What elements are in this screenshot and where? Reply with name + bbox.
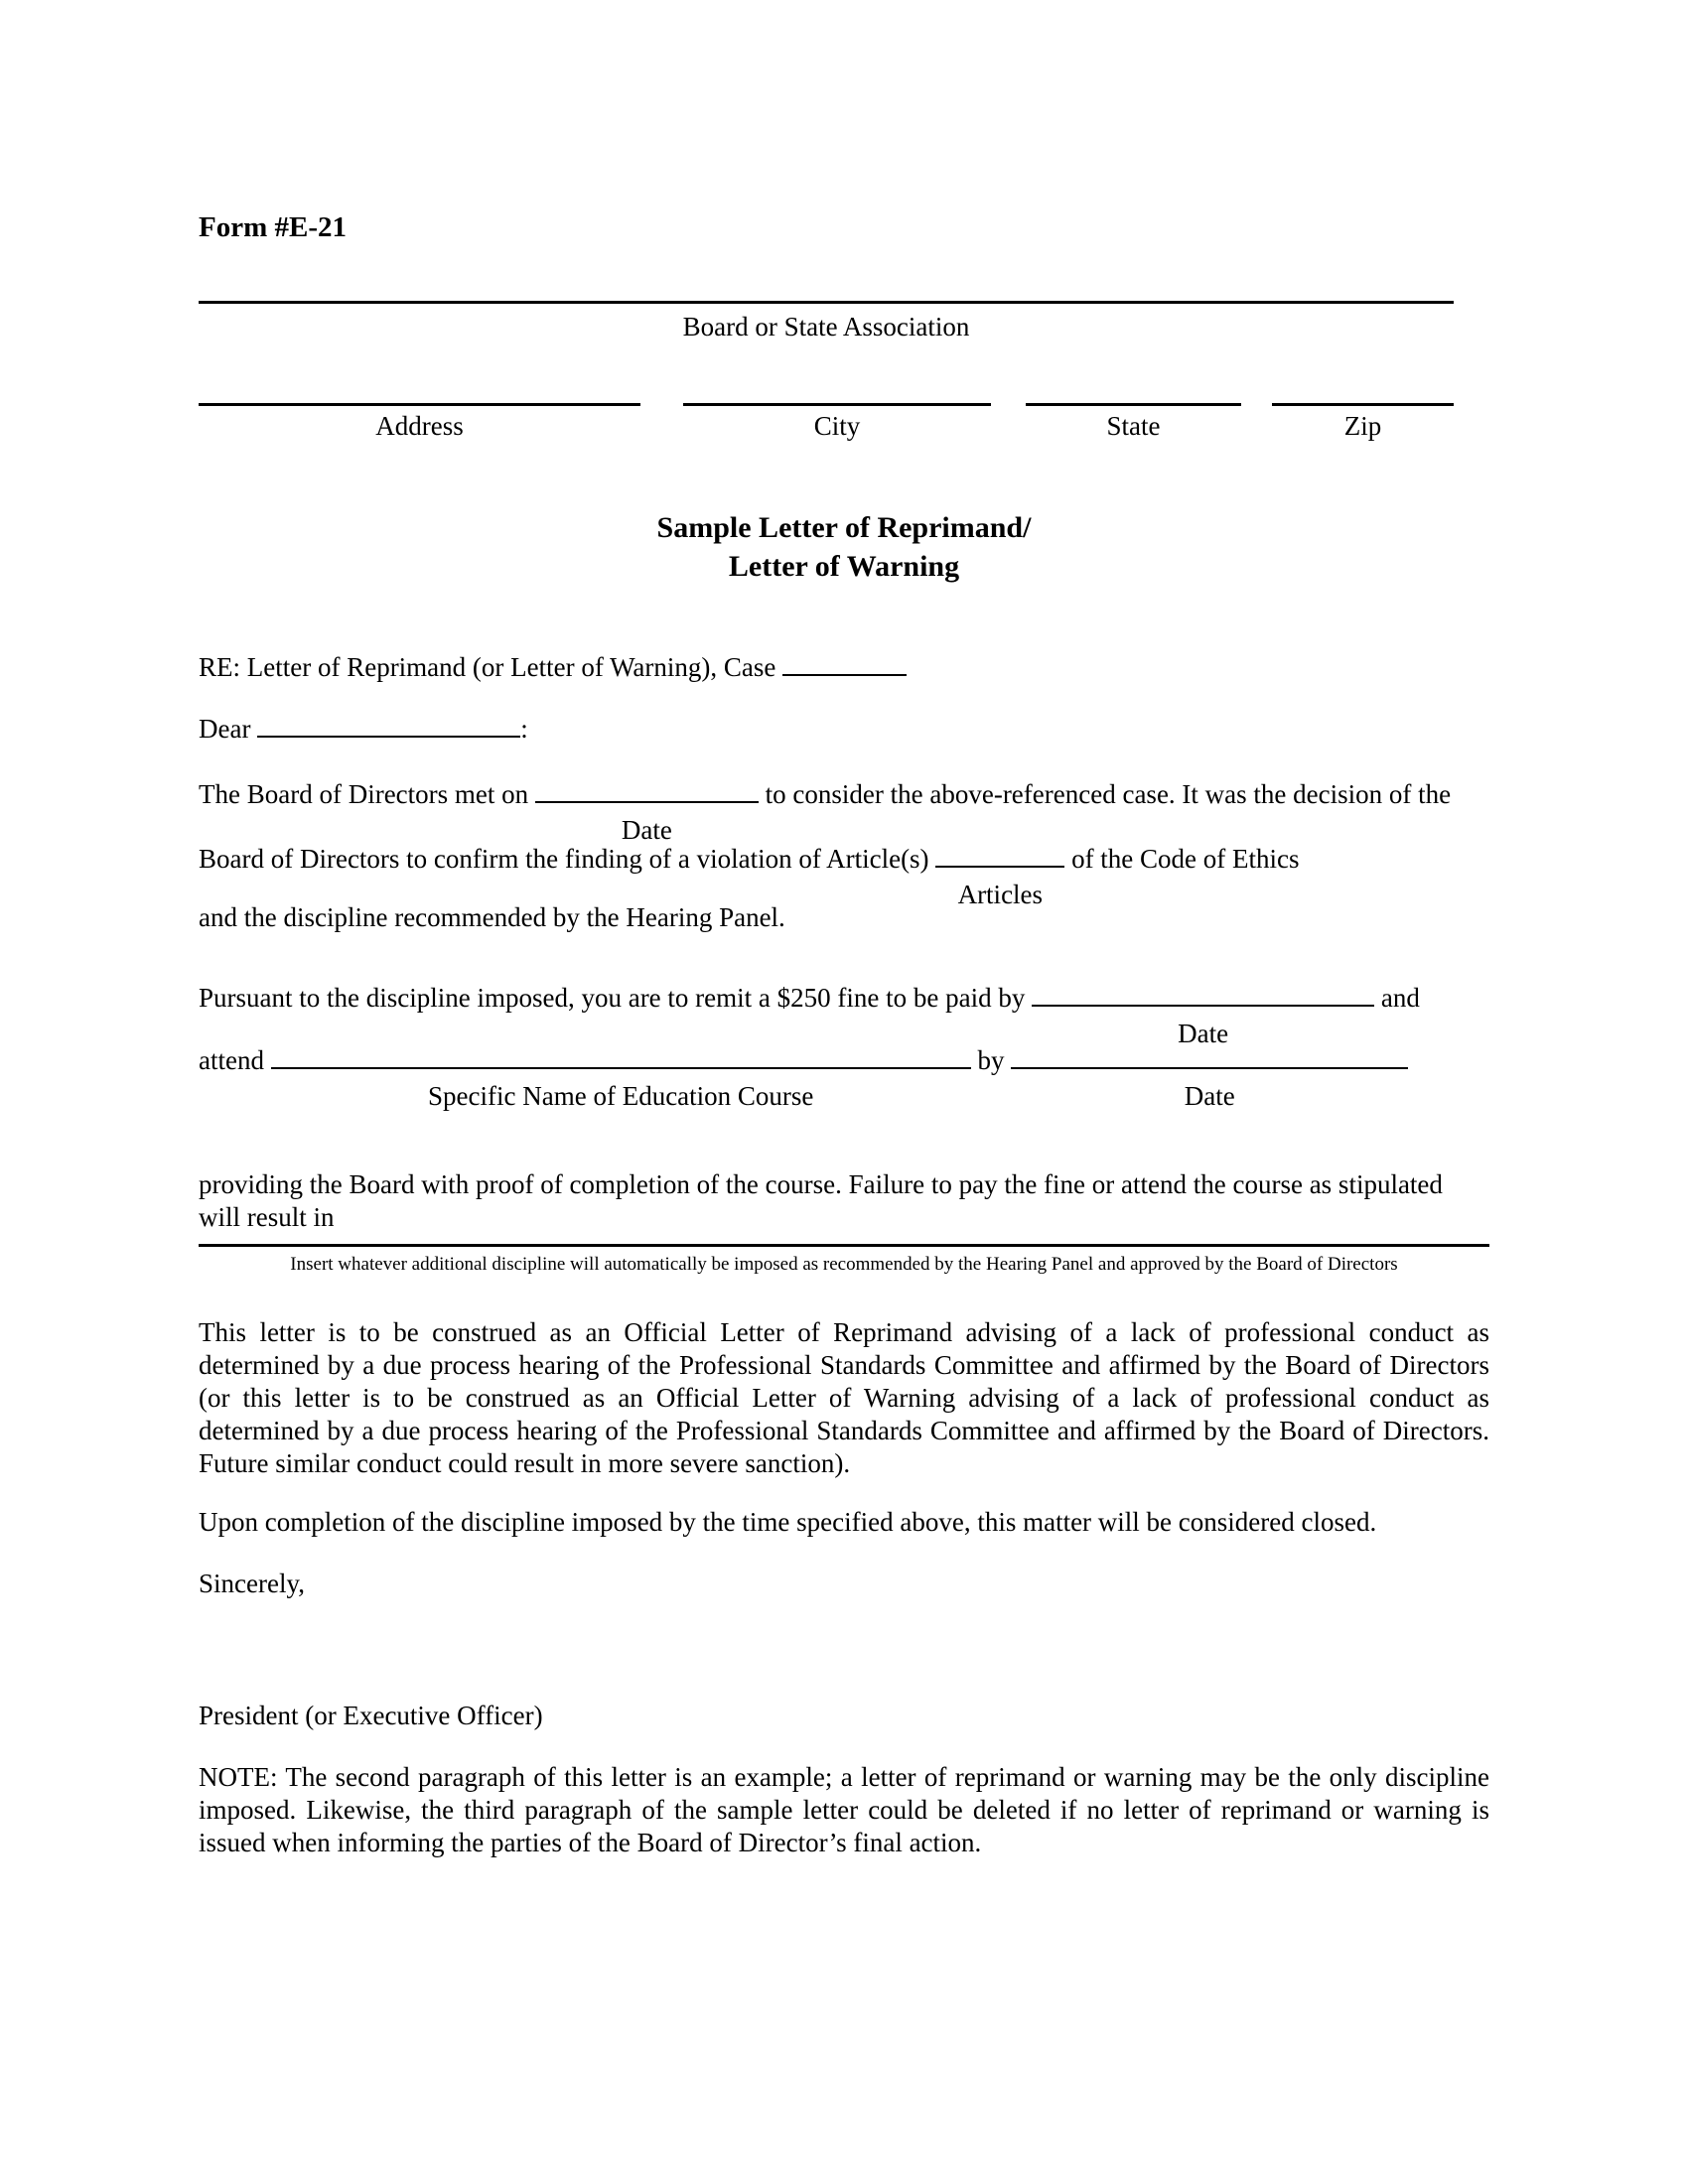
letterhead-address-row <box>199 377 1454 443</box>
city-blank[interactable] <box>683 377 991 406</box>
re-line <box>199 647 1489 684</box>
date-caption: Date <box>621 815 672 845</box>
letterhead-rule <box>199 301 1454 304</box>
remit-text: Pursuant to the discipline imposed, you are to remit a $250 fine to be paid by <box>199 983 1026 1013</box>
form-number: Form #E-21 <box>199 211 347 243</box>
footnote-text: Insert whatever additional discipline will automatically be imposed as recommended by the Hearing Panel and approved by the Board of Directors <box>290 1254 1398 1275</box>
title-line-1: Sample Letter of Reprimand/ <box>656 511 1032 544</box>
document-title <box>199 508 1489 586</box>
construed-paragraph: This letter is to be construed as an Official Letter of Reprimand advising of a lack of professional conduct as determined by a due process hearing of the Professional Standards Committee and affirmed by the Board of Directors (or this letter is to be construed as an Official Letter of Warning advising of a lack of professional conduct as determined by a due process hearing of the Professional Standards Committee and affirmed by the Board of Directors. Future similar conduct could result in more severe sanction). <box>199 1317 1489 1478</box>
decision-line-3 <box>199 901 1489 934</box>
proof-paragraph: providing the Board with proof of completion of the course. Failure to pay the fine or attend the course as stipulated will result in <box>199 1169 1443 1232</box>
date-caption: Date <box>1184 1081 1235 1111</box>
decision-line-1 <box>199 774 1489 845</box>
by-text: by <box>977 1045 1005 1075</box>
date-caption: Date <box>1178 1019 1229 1048</box>
confirm-text: Board of Directors to confirm the finding of a violation of Article(s) <box>199 844 929 874</box>
closed-paragraph: Upon completion of the discipline imposed by the time specified above, this matter will be considered closed. <box>199 1507 1377 1537</box>
decision-line-2 <box>199 839 1489 909</box>
address-field <box>199 377 640 443</box>
org-name-label: Board or State Association <box>682 312 970 341</box>
recipient-name-blank[interactable] <box>257 709 520 746</box>
zip-blank[interactable] <box>1272 377 1454 406</box>
articles-caption: Articles <box>957 880 1044 909</box>
salutation-line <box>199 709 1489 746</box>
address-label: Address <box>375 411 464 441</box>
city-field <box>683 377 991 443</box>
articles-blank[interactable] <box>935 839 1064 909</box>
fine-due-date-blank[interactable] <box>1032 978 1374 1048</box>
closing-text: Sincerely, <box>199 1569 305 1598</box>
city-label: City <box>813 411 861 441</box>
course-caption: Specific Name of Education Course <box>428 1081 814 1111</box>
code-of-ethics-text: of the Code of Ethics <box>1071 844 1300 874</box>
meeting-date-blank[interactable] <box>535 774 759 845</box>
re-text: RE: Letter of Reprimand (or Letter of Warning), Case <box>199 652 776 682</box>
attend-by-date-blank[interactable] <box>1011 1040 1408 1111</box>
course-name-blank[interactable] <box>271 1040 971 1111</box>
state-blank[interactable] <box>1026 377 1241 406</box>
state-field <box>1026 377 1241 443</box>
case-number-blank[interactable] <box>782 647 907 684</box>
zip-label: Zip <box>1343 411 1382 441</box>
and-text: and <box>1380 983 1420 1013</box>
title-line-2: Letter of Warning <box>728 550 960 583</box>
note-paragraph: NOTE: The second paragraph of this letter is an example; a letter of reprimand or warning may be the only discipline imposed. Likewise, the third paragraph of the sample letter could be deleted if no letter of reprimand or warning is issued when informing the parties of the Board of Director’s final action. <box>199 1762 1489 1857</box>
fine-line-2 <box>199 1040 1489 1111</box>
met-on-text: The Board of Directors met on <box>199 779 529 809</box>
salutation-colon: : <box>520 714 528 744</box>
discipline-text: and the discipline recommended by the Hearing Panel. <box>199 902 785 932</box>
consider-text: to consider the above-referenced case. It was the decision of the <box>765 779 1452 809</box>
attend-text: attend <box>199 1045 264 1075</box>
state-label: State <box>1106 411 1161 441</box>
fine-line-1 <box>199 978 1489 1048</box>
zip-field <box>1272 377 1454 443</box>
address-blank[interactable] <box>199 377 640 406</box>
footnote-rule <box>199 1244 1489 1247</box>
salutation-text: Dear <box>199 714 251 744</box>
signer-title: President (or Executive Officer) <box>199 1701 543 1730</box>
